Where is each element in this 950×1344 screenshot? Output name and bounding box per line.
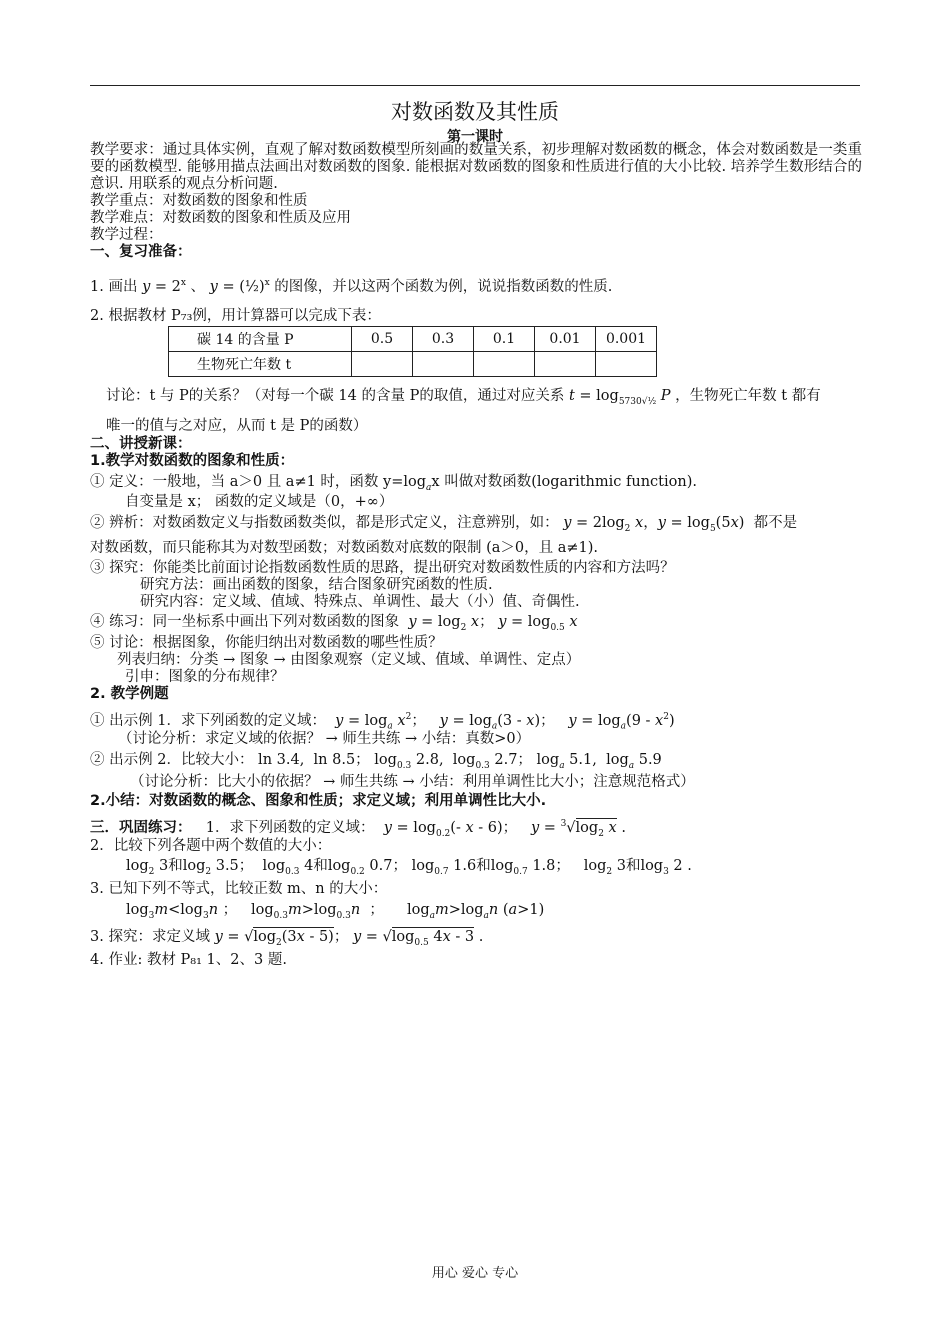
discuss-line: ⑤ 讨论：根据图象，你能归纳出对数函数的哪些性质？	[90, 635, 443, 651]
method-line: 研究方法：画出函数的图象，结合图象研究函数的性质.	[140, 577, 493, 593]
discussion-text: 讨论：t 与 P的关系？（对每一个碳 14 的含量 P的取值，通过对应关系	[106, 388, 565, 404]
discussion-text: ，生物死亡年数 t 都有	[675, 388, 821, 404]
page-title: 对数函数及其性质	[391, 100, 559, 124]
review-item-2: 2. 根据教材 P₇₃例，用计算器可以完成下表：	[90, 308, 381, 324]
distinguish-line: ② 辨析：对数函数定义与指数函数类似，都是形式定义，注意辨别，如： $y = 2\log_2$ x，$y = \log_5(5x)$ 都不是	[90, 515, 798, 534]
table-cell: 0.1	[474, 327, 535, 352]
practice-text: ④ 练习：同一坐标系中画出下列对数函数的图象	[90, 614, 400, 630]
table-cell	[413, 352, 474, 377]
definition-line: ① 定义：一般地，当 a＞0 且 a≠1 时，函数 $y=\log_ax$ 叫做对数函数(logarithmic function).	[90, 474, 697, 493]
definition-text: ① 定义：一般地，当 a＞0 且 a≠1 时，函数 y=log	[90, 474, 427, 490]
section-1-heading: 一、复习准备：	[90, 244, 192, 260]
header-rule	[90, 85, 860, 86]
distinguish-line-2: 对数函数，而只能称其为对数型函数；对数函数对底数的限制 (a＞0，且 a≠1).	[90, 540, 599, 556]
subsection-2-heading: 2. 教学例题	[90, 686, 169, 702]
key-point: 教学重点：对数函数的图象和性质	[90, 193, 308, 209]
example-text: ① 出示例 1．求下列函数的定义域：	[90, 712, 326, 729]
definition-text: x 叫做对数函数(logarithmic function).	[431, 474, 697, 490]
formula-exp-2: y	[142, 278, 151, 295]
table-cell	[352, 352, 413, 377]
section-3-heading: 三．巩固练习： 1．求下列函数的定义域： $y = \log_{0.2}(-$ x - 6)； $y = ^3√\log_2$ x .	[90, 819, 626, 839]
table-cell: 0.001	[596, 327, 657, 352]
page-subtitle: 第一课时	[447, 129, 503, 145]
exercise-3-line: 3. 已知下列不等式，比较正数 m、n 的大小：	[90, 881, 388, 897]
example-1-note: （讨论分析：求定义域的依据？ → 师生共练 → 小结：真数>0）	[118, 731, 531, 747]
lead-line: 引申：图象的分布规律？	[125, 669, 285, 685]
table-row	[169, 327, 657, 352]
content-line: 研究内容：定义域、值域、特殊点、单调性、最大（小）值、奇偶性.	[140, 594, 580, 610]
practice-line: ④ 练习：同一坐标系中画出下列对数函数的图象 $y = \log_2 x$； $y = \log_{0.5} x$	[90, 614, 578, 633]
table-cell	[474, 352, 535, 377]
table-row	[169, 352, 657, 377]
page-footer: 用心 爱心 专心	[431, 1266, 519, 1281]
discussion-line-1: 讨论：t 与 P的关系？（对每一个碳 14 的含量 P的取值，通过对应关系 $t = \log_{5730√\frac{1}{2}} P$ ，生物死亡年数 t 都有	[106, 388, 821, 407]
subsection-1-heading: 1.教学对数函数的图象和性质：	[90, 453, 295, 469]
list-line: 列表归纳：分类 → 图象 → 由图象观察（定义域、值域、单调性、定点）	[117, 652, 581, 668]
exercise-2-items: $\log_2 3$和$\log_2 3.5$； $\log_{0.3} 4$和$\log_{0.2} 0.7$； $\log_{0.7} 1.6$和$\log_{0.7} 1.8$； $\log_2 3$和$\log_3 2$ .	[126, 858, 692, 877]
table-cell	[535, 352, 596, 377]
review-item-1: 1. 画出 $y = 2^x$ 、 y = (½)$^x$ 的图像，并以这两个函数为例，说说指数函数的性质.	[90, 278, 613, 295]
exercise-2-line: 2．比较下列各题中两个数值的大小：	[90, 838, 332, 854]
table-cell: 0.3	[413, 327, 474, 352]
example-2-note: （讨论分析：比大小的依据？ → 师生共练 → 小结：利用单调性比大小；注意规范格式）	[130, 774, 695, 790]
carbon-table	[168, 326, 657, 377]
review-item-1-pre: 1. 画出	[90, 278, 138, 295]
example-1-line: ① 出示例 1．求下列函数的定义域： $y = \log_a x^2$； $y = \log_a(3 - x)$； $y = \log_a(9 - x^2)$	[90, 712, 675, 732]
domain-line: 自变量是 x； 函数的定义域是（0，+∞）	[125, 494, 394, 510]
table-cell: 碳 14 的含量 P	[169, 327, 352, 352]
exercise-4-line: 3. 探究：求定义域 $y = √\log_2(3x - 5)$； $y = √\log_{0.5}$ 4x - 3 .	[90, 929, 484, 948]
exercise-4-text: 3. 探究：求定义域	[90, 929, 210, 945]
homework-line: 4. 作业: 教材 P₈₁ 1、2、3 题.	[90, 952, 287, 968]
review-item-1-post: 的图像，并以这两个函数为例，说说指数函数的性质.	[274, 278, 613, 295]
distinguish-text: 都不是	[753, 515, 798, 531]
explore-line: ③ 探究：你能类比前面讨论指数函数性质的思路，提出研究对数函数性质的内容和方法吗？	[90, 560, 675, 576]
discussion-line-2: 唯一的值与之对应，从而 t 是 P的函数）	[106, 418, 368, 434]
table-cell: 0.5	[352, 327, 413, 352]
example-text: ② 出示例 2．比较大小：	[90, 752, 254, 768]
example-2-line: ② 出示例 2．比较大小： ln 3.4, ln 8.5； $\log_{0.3} 2.8$, $\log_{0.3} 2.7$； $\log_a 5.1$, $\log_a 5.9$	[90, 752, 662, 771]
exercise-3-items: $\log_3m<\log_3n$ ； $\log_{0.3}m>\log_{0.3}n$ ； $\log_am>\log_an$ (a>1)	[126, 902, 545, 921]
summary-line: 2.小结：对数函数的概念、图象和性质；求定义域；利用单调性比大小.	[90, 793, 547, 809]
table-cell	[596, 352, 657, 377]
table-cell: 生物死亡年数 t	[169, 352, 352, 377]
teaching-requirement: 教学要求：通过具体实例，直观了解对数函数模型所刻画的数量关系，初步理解对数函数的概念，体会对数函数是一类重要的函数模型. 能够用描点法画出对数函数的图象. 能根据对数函数的图象和性质进行值的大小比较. 培养学生数形结合的意识. 用联系的观点分析问题.	[90, 142, 862, 192]
process-label: 教学过程：	[90, 227, 163, 243]
section-3-heading-text: 三．巩固练习：	[90, 819, 192, 836]
table-cell: 0.01	[535, 327, 596, 352]
difficulty: 教学难点：对数函数的图象和性质及应用	[90, 210, 351, 226]
distinguish-text: ② 辨析：对数函数定义与指数函数类似，都是形式定义，注意辨别，如：	[90, 515, 559, 531]
section-2-heading: 二、讲授新课：	[90, 436, 192, 452]
exercise-1-text: 1．求下列函数的定义域：	[205, 819, 375, 836]
